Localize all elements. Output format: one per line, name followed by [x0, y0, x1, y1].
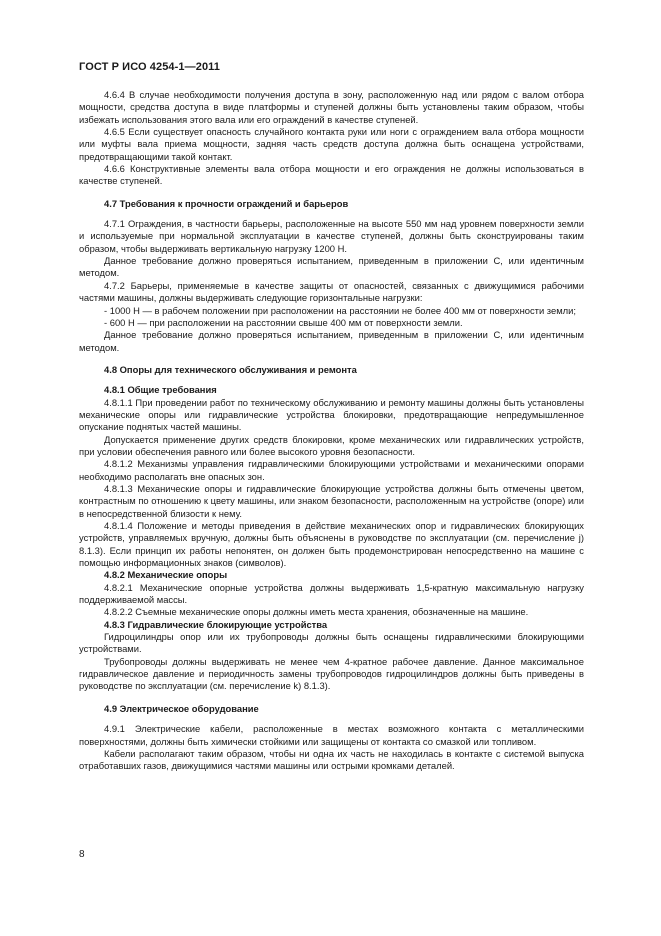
document-header: ГОСТ Р ИСО 4254-1—2011 [79, 61, 220, 73]
paragraph-4-8-1-1-alt: Допускается применение других средств блокировки, кроме механических или гидравлических устройств, при условии обеспечения равного или более высокого уровня безопасности. [79, 433, 584, 457]
list-item-1000n: - 1000 Н — в рабочем положении при расположении на расстоянии не более 400 мм от поверхности земли; [104, 304, 576, 316]
paragraph-4-6-6: 4.6.6 Конструктивные элементы вала отбора мощности и его ограждения не должны использоваться в качестве ступеней. [79, 163, 584, 187]
section-heading-4-8: 4.8 Опоры для технического обслуживания и ремонта [104, 363, 357, 375]
page-number: 8 [79, 849, 85, 860]
section-heading-4-7: 4.7 Требования к прочности ограждений и барьеров [104, 197, 349, 209]
document-body [79, 89, 584, 773]
paragraph-4-8-3-a: Гидроцилиндры опор или их трубопроводы должны быть оснащены гидравлическими блокирующими устройствами. [79, 631, 584, 655]
section-heading-4-9: 4.9 Электрическое оборудование [104, 702, 259, 714]
paragraph-4-7-1-check: Данное требование должно проверяться испытанием, приведенным в приложении C, или идентичным методом. [79, 255, 584, 279]
paragraph-4-8-3-b: Трубопроводы должны выдерживать не менее чем 4-кратное рабочее давление. Данное максимальное гидравлическое давление и периодичность замены трубопроводов гидроцилиндров должны быть приведены в руководстве по эксплуатации (см. перечисление k) 8.1.3). [79, 655, 584, 692]
subsection-heading-4-8-1: 4.8.1 Общие требования [104, 384, 217, 396]
paragraph-4-8-1-4: 4.8.1.4 Положение и методы приведения в действие механических опор и гидравлических блокирующих устройств, управляемых вручную, должны быть объяснены в руководстве по эксплуатации (см. перечисление j) 8.1.3). Если принцип их работы непонятен, он должен быть продемонстрирован непосредственно на машине с помощью информационных знаков (символов). [79, 520, 584, 569]
subsection-heading-4-8-3: 4.8.3 Гидравлические блокирующие устройства [104, 618, 328, 630]
paragraph-4-7-2: 4.7.2 Барьеры, применяемые в качестве защиты от опасностей, связанных с движущимися рабочими частями машины, должны выдерживать следующие горизонтальные нагрузки: [79, 279, 584, 304]
subsection-heading-4-8-2: 4.8.2 Механические опоры [104, 569, 228, 581]
paragraph-4-6-5: 4.6.5 Если существует опасность случайного контакта руки или ноги с ограждением вала отбора мощности или муфты вала приема мощности, задняя часть средств доступа должна быть оснащена устройствами, предотвращающими такой контакт. [79, 126, 584, 162]
paragraph-4-6-4: 4.6.4 В случае необходимости получения доступа в зону, расположенную над или рядом с валом отбора мощности, средства доступа в виде платформы и ступеней должны быть установлены таким образом, чтобы избежать использования этого вала или его ограждений в качестве ступеней. [79, 89, 584, 125]
paragraph-4-7-1: 4.7.1 Ограждения, в частности барьеры, расположенные на высоте 550 мм над уровнем поверхности земли и используемые при нормальной эксплуатации в качестве ступеней, должны быть сконструированы таким образом, чтобы выдерживать вертикальную нагрузку 1200 Н. [79, 218, 584, 254]
paragraph-4-9-1: 4.9.1 Электрические кабели, расположенные в местах возможного контакта с металлическими поверхностями, должны быть химически стойкими или защищены от контакта со смазкой или топливом. [79, 723, 584, 747]
paragraph-4-8-2-1: 4.8.2.1 Механические опорные устройства должны выдерживать 1,5-кратную максимальную нагрузку поддерживаемой массы. [79, 581, 584, 606]
paragraph-4-9-1-cables: Кабели располагают таким образом, чтобы ни одна их часть не находилась в контакте с системой выпуска отработавших газов, движущимися частями машины или острыми кромками деталей. [79, 747, 584, 772]
paragraph-4-8-1-3: 4.8.1.3 Механические опоры и гидравлические блокирующие устройства должны быть отмечены цветом, контрастным по отношению к цвету машины, или знаком безопасности, расположенным на устройстве (опоре) или в непосредственной близости к нему. [79, 482, 584, 519]
paragraph-4-7-2-check: Данное требование должно проверяться испытанием, приведенным в приложении C, или идентичным методом. [79, 329, 584, 353]
paragraph-4-8-1-2: 4.8.1.2 Механизмы управления гидравлическими блокирующими устройствами и механическими опорами необходимо располагать вне опасных зон. [79, 458, 584, 482]
list-item-600n: - 600 Н — при расположении на расстоянии свыше 400 мм от поверхности земли. [104, 316, 463, 328]
paragraph-4-8-2-2: 4.8.2.2 Съемные механические опоры должны иметь места хранения, обозначенные на машине. [104, 606, 529, 618]
paragraph-4-8-1-1: 4.8.1.1 При проведении работ по техническому обслуживанию и ремонту машины должны быть установлены механические опоры или гидравлические устройства блокировки, предотвращающие непредумышленное опускание поднятых частей машины. [79, 396, 584, 433]
